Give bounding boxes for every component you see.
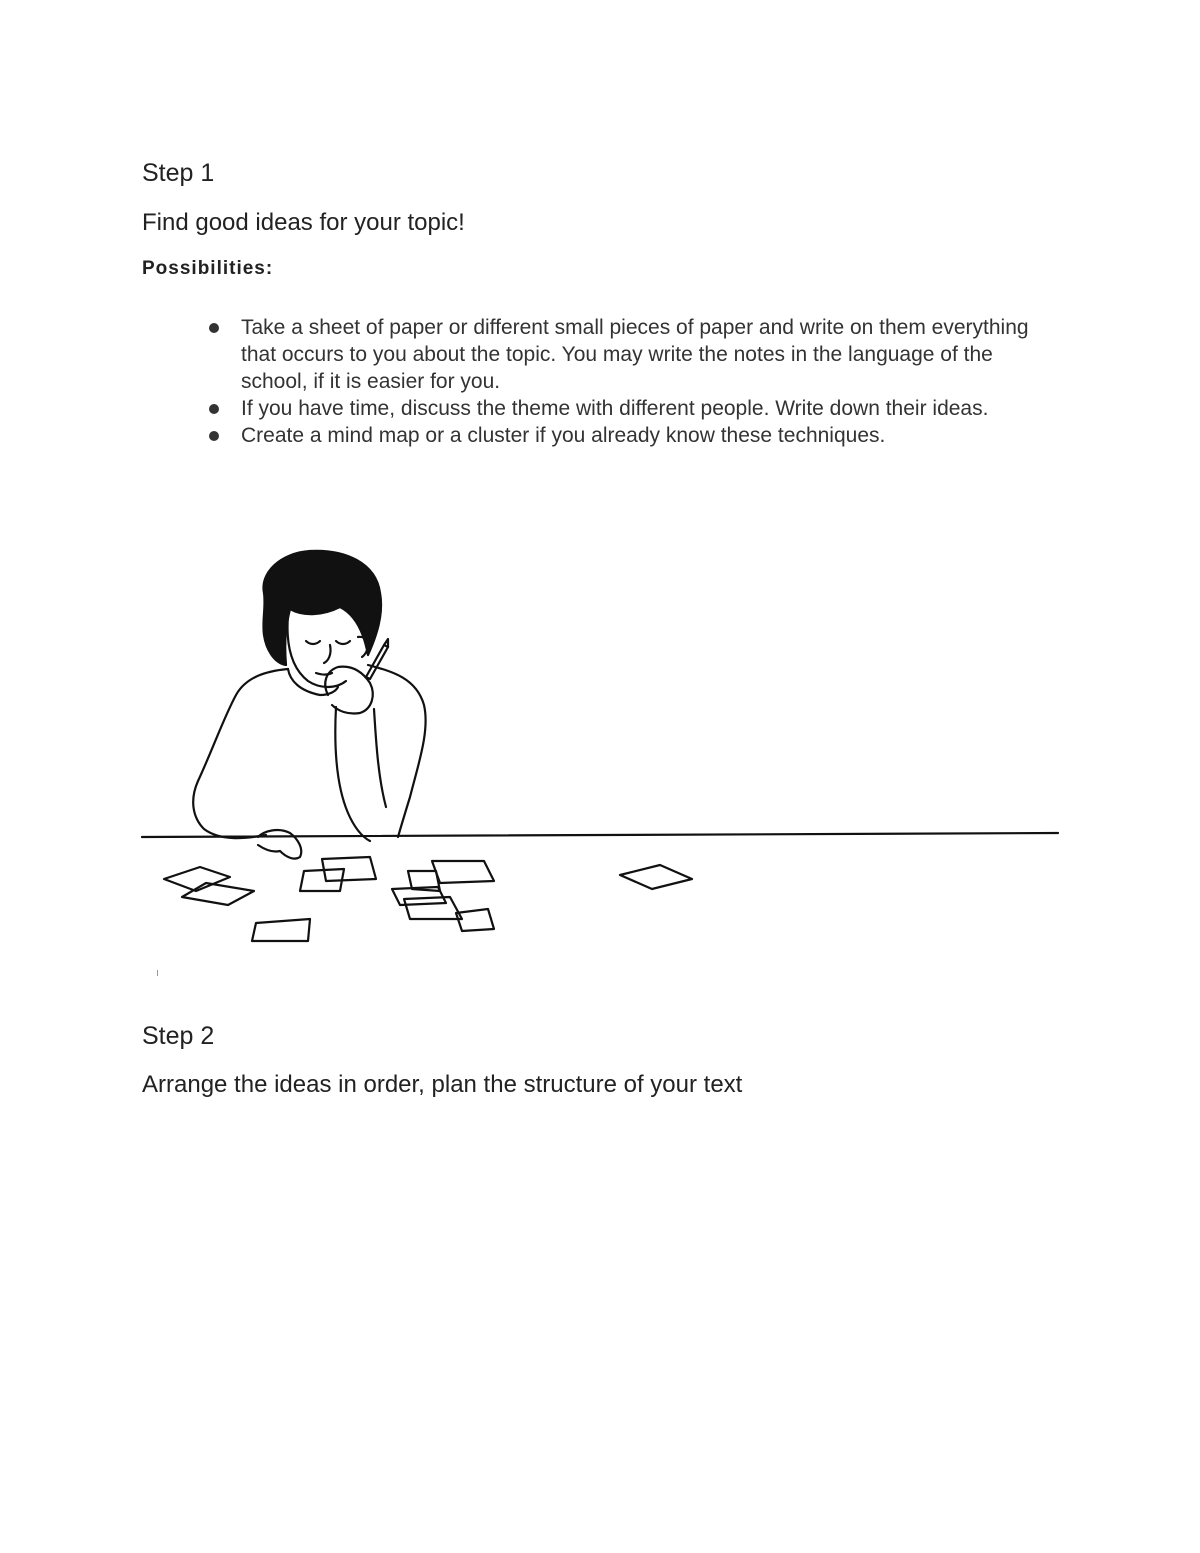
step1-subtitle: Find good ideas for your topic! bbox=[142, 209, 465, 236]
right-eye bbox=[336, 641, 350, 644]
bullet-icon bbox=[209, 431, 219, 441]
idea-list bbox=[241, 314, 1061, 449]
bullet-icon bbox=[209, 404, 219, 414]
note-card bbox=[252, 919, 310, 941]
list-item-text: Take a sheet of paper or different small pieces of paper and write on them everything that occurs to you about the topic. You may write the notes in the language of the school, if it is easier for you. bbox=[241, 316, 1029, 393]
list-item bbox=[241, 422, 1061, 449]
step2-title: Step 2 bbox=[142, 1022, 215, 1050]
raised-arm-inner bbox=[374, 709, 386, 807]
left-eye bbox=[306, 641, 320, 644]
list-item bbox=[241, 395, 1061, 422]
raised-arm bbox=[335, 707, 370, 841]
list-item bbox=[241, 314, 1061, 395]
possibilities-label: Possibilities: bbox=[142, 258, 274, 279]
left-shoulder bbox=[193, 669, 288, 838]
face bbox=[288, 615, 346, 687]
hair bbox=[263, 551, 381, 665]
note-card bbox=[404, 897, 462, 919]
table-edge bbox=[142, 833, 1058, 837]
list-item-text: If you have time, discuss the theme with different people. Write down their ideas. bbox=[241, 397, 989, 420]
list-item-text: Create a mind map or a cluster if you already know these techniques. bbox=[241, 424, 886, 447]
note-card bbox=[620, 865, 692, 889]
step2-subtitle: Arrange the ideas in order, plan the structure of your text bbox=[142, 1071, 743, 1098]
person-thinking-at-table-illustration bbox=[140, 545, 1060, 945]
stray-mark bbox=[157, 970, 158, 976]
nose bbox=[324, 645, 331, 663]
note-card bbox=[182, 883, 254, 905]
bullet-icon bbox=[209, 323, 219, 333]
step1-title: Step 1 bbox=[142, 159, 215, 187]
note-card bbox=[432, 861, 494, 883]
